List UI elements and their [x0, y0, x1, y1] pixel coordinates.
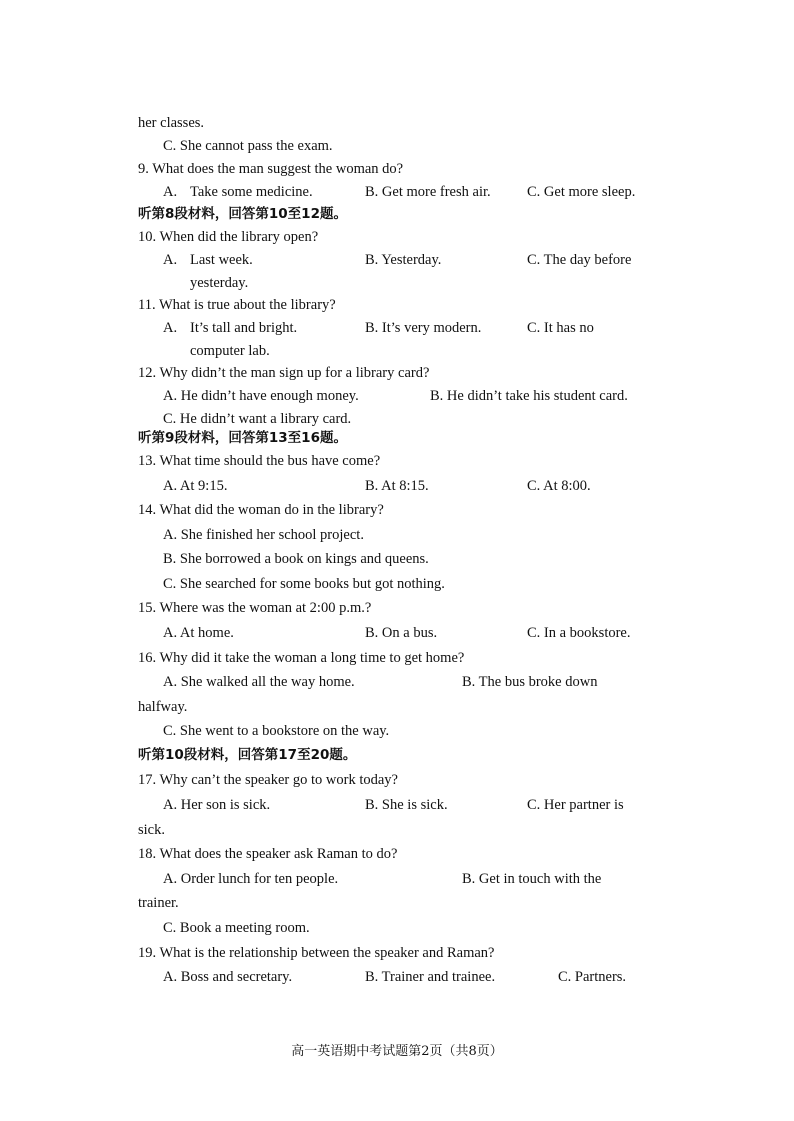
question-10: 10. When did the library open? — [138, 229, 319, 245]
question-16: 16. Why did it take the woman a long time to get home? — [138, 650, 465, 666]
option-b: B. On a bus. — [365, 625, 438, 641]
option-b: B. At 8:15. — [365, 478, 429, 494]
option-b: B. Get more fresh air. — [365, 184, 491, 200]
option-a-label: A. — [163, 184, 178, 200]
option-c: C. Get more sleep. — [527, 184, 636, 200]
option-c: C. Partners. — [558, 969, 627, 985]
option-c: C. He didn’t want a library card. — [163, 411, 352, 427]
question-12: 12. Why didn’t the man sign up for a library card? — [138, 365, 430, 381]
question-13: 13. What time should the bus have come? — [138, 453, 381, 469]
question-11: 11. What is true about the library? — [138, 297, 336, 313]
option-c: C. She went to a bookstore on the way. — [163, 723, 390, 739]
option-a: It’s tall and bright. — [190, 320, 298, 336]
option-c: C. The day before — [527, 252, 632, 268]
question-15: 15. Where was the woman at 2:00 p.m.? — [138, 600, 372, 616]
option-c-continued: computer lab. — [190, 343, 270, 359]
option-a: A. She finished her school project. — [163, 527, 364, 543]
question-18: 18. What does the speaker ask Raman to do? — [138, 846, 398, 862]
option-b: B. Trainer and trainee. — [365, 969, 496, 985]
question-17: 17. Why can’t the speaker go to work today? — [138, 772, 398, 788]
option-b-continued: trainer. — [138, 895, 179, 911]
section-heading-10: 听第10段材料，回答第17至20题。 — [138, 747, 357, 763]
option-a: Last week. — [190, 252, 253, 268]
option-a-label: A. — [163, 320, 178, 336]
question-14: 14. What did the woman do in the library? — [138, 502, 384, 518]
option-c: C. She searched for some books but got nothing. — [163, 576, 445, 592]
option-c: C. She cannot pass the exam. — [163, 138, 333, 154]
question-9: 9. What does the man suggest the woman do? — [138, 161, 404, 177]
option-a: A. Order lunch for ten people. — [163, 871, 339, 887]
option-c: C. At 8:00. — [527, 478, 591, 494]
question-19: 19. What is the relationship between the speaker and Raman? — [138, 945, 495, 961]
option-a: A. He didn’t have enough money. — [163, 388, 359, 404]
page-footer: 高一英语期中考试题第2页（共8页） — [291, 1044, 503, 1059]
option-b-continued: halfway. — [138, 699, 188, 715]
text-line: her classes. — [138, 115, 205, 131]
option-a: A. Her son is sick. — [163, 797, 271, 813]
section-heading-9: 听第9段材料，回答第13至16题。 — [138, 430, 347, 446]
section-heading-8: 听第8段材料，回答第10至12题。 — [138, 206, 347, 222]
option-b: B. She borrowed a book on kings and queens. — [163, 551, 429, 567]
option-a: A. At home. — [163, 625, 234, 641]
option-c: C. Book a meeting room. — [163, 920, 310, 936]
option-b: B. She is sick. — [365, 797, 448, 813]
option-a: A. Boss and secretary. — [163, 969, 293, 985]
option-b: B. Get in touch with the — [462, 871, 602, 887]
option-c: C. It has no — [527, 320, 594, 336]
option-c: C. In a bookstore. — [527, 625, 631, 641]
option-a-label: A. — [163, 252, 178, 268]
option-b: B. He didn’t take his student card. — [430, 388, 628, 404]
option-b: B. The bus broke down — [462, 674, 598, 690]
option-b: B. Yesterday. — [365, 252, 442, 268]
option-a: A. At 9:15. — [163, 478, 228, 494]
option-c-continued: sick. — [138, 822, 165, 838]
option-c: C. Her partner is — [527, 797, 624, 813]
option-a: Take some medicine. — [190, 184, 313, 200]
option-b: B. It’s very modern. — [365, 320, 482, 336]
option-a: A. She walked all the way home. — [163, 674, 355, 690]
option-c-continued: yesterday. — [190, 275, 249, 291]
